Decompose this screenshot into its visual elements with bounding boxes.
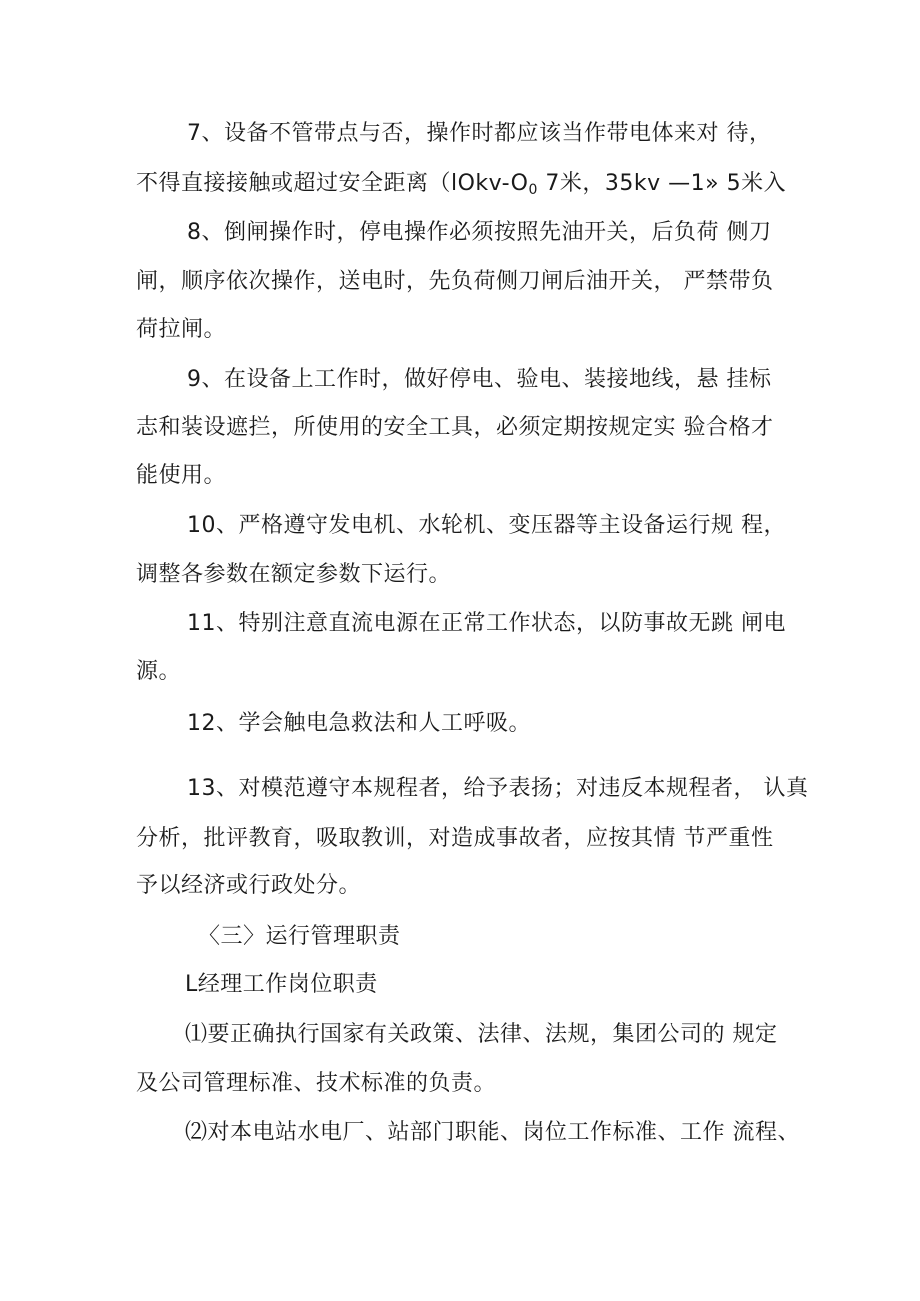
- item13-line3: 予以经济或行政处分。: [136, 873, 362, 898]
- item7-line2-subscript: 0: [528, 182, 538, 198]
- item11-line1: 11、特别注意直流电源在正常工作状态，以防事故无跳 闸电: [187, 611, 786, 636]
- item7-line1: 7、设备不管带点与否，操作时都应该当作带电体来对 待，: [187, 121, 772, 146]
- duty1-line2: 及公司管理标准、技术标准的负责。: [136, 1071, 497, 1096]
- item12-line1: 12、学会触电急救法和人工呼吸。: [187, 711, 531, 736]
- duty1-line1: ⑴要正确执行国家有关政策、法律、法规，集团公司的 规定: [185, 1022, 778, 1047]
- duty2-line1: ⑵对本电站水电厂、站部门职能、岗位工作标准、工作 流程、: [185, 1120, 800, 1145]
- item9-line3: 能使用。: [136, 463, 227, 488]
- item10-line2: 调整各参数在额定参数下运行。: [136, 562, 452, 587]
- item9-line2: 志和装设遮拦，所使用的安全工具，必须定期按规定实 验合格才: [136, 415, 774, 440]
- subsection1-title: L经理工作岗位职责: [185, 972, 378, 997]
- item13-line2: 分析，批评教育，吸取教训，对造成事故者，应按其情 节严重性: [136, 826, 774, 851]
- item9-line1: 9、在设备上工作时，做好停电、验电、装接地线，悬 挂标: [187, 367, 772, 392]
- item8-line2: 闸，顺序依次操作，送电时，先负荷侧刀闸后油开关， 严禁带负: [136, 269, 774, 294]
- item13-line1: 13、对模范遵守本规程者，给予表扬；对违反本规程者， 认真: [187, 776, 809, 801]
- item11-line2: 源。: [136, 659, 182, 684]
- item8-line3: 荷拉闸。: [136, 317, 227, 342]
- item7-line2-suffix: 7米，35kv —1» 5米入: [537, 171, 787, 196]
- item7-line2: [136, 169, 786, 205]
- section3-title: 〈三〉运行管理职责: [198, 924, 401, 949]
- item7-line2-prefix: 不得直接接触或超过安全距离（lOkv-O: [136, 171, 529, 196]
- item8-line1: 8、倒闸操作时，停电操作必须按照先油开关，后负荷 侧刀: [187, 220, 772, 245]
- item10-line1: 10、严格遵守发电机、水轮机、变压器等主设备运行规 程，: [187, 513, 786, 538]
